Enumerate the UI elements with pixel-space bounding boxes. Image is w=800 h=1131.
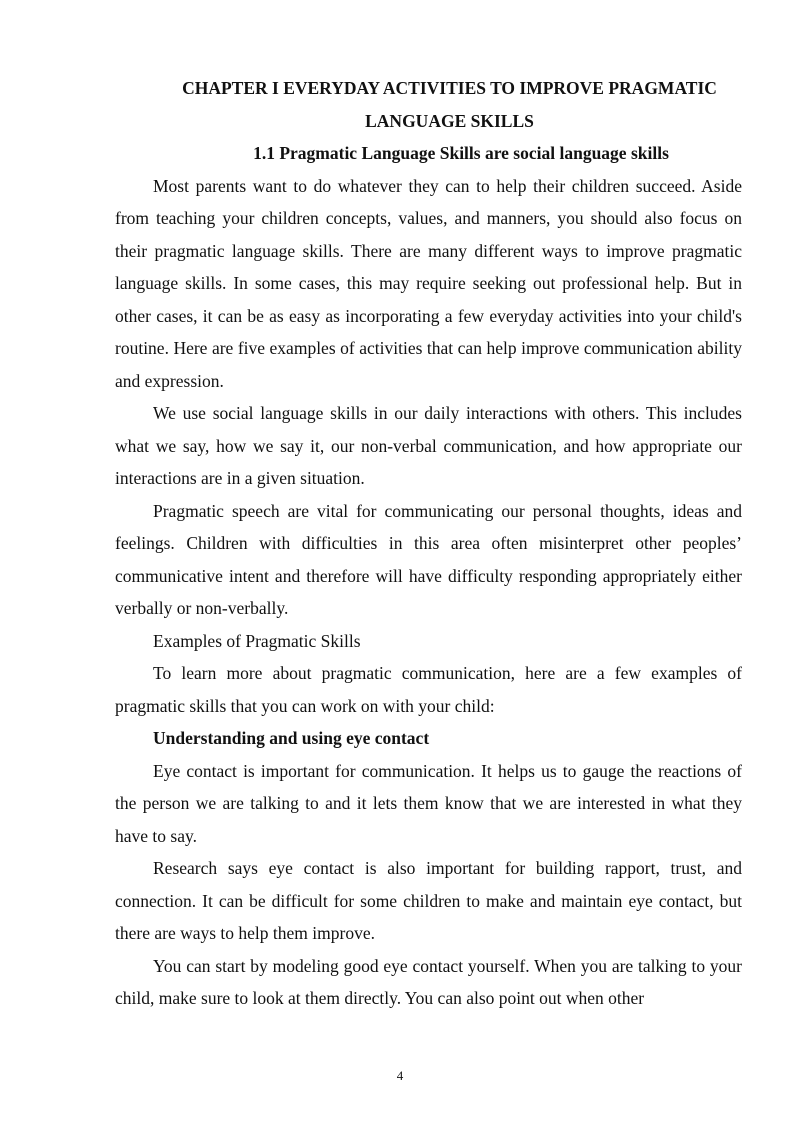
paragraph-examples-heading: Examples of Pragmatic Skills bbox=[153, 630, 361, 651]
paragraph-eye-contact: Eye contact is important for communication. It helps us to gauge the reactions of the person we are talking to and it lets them know that we are interested in what they have to say. bbox=[115, 760, 742, 846]
paragraph-learn-more: To learn more about pragmatic communication, here are a few examples of pragmatic skills that you can work on with your child: bbox=[115, 663, 742, 716]
chapter-title bbox=[157, 72, 742, 137]
subheading-eye-contact: Understanding and using eye contact bbox=[153, 728, 430, 748]
chapter-title-line-2: LANGUAGE SKILLS bbox=[365, 110, 534, 131]
paragraph-modeling: You can start by modeling good eye contact yourself. When you are talking to your child, make sure to look at them directly. You can also point out when other bbox=[115, 955, 742, 1008]
paragraph-pragmatic-speech: Pragmatic speech are vital for communicating our personal thoughts, ideas and feelings. Children with difficulties in this area often misinterpret other peoples’ communicative intent and therefore will have difficulty responding appropriately either verbally or non-verbally. bbox=[115, 500, 742, 618]
paragraph-research: Research says eye contact is also important for building rapport, trust, and connection. It can be difficult for some children to make and maintain eye contact, but there are ways to help them improve. bbox=[115, 858, 742, 943]
chapter-title-line-1: CHAPTER I EVERYDAY ACTIVITIES TO IMPROVE PRAGMATIC bbox=[182, 78, 717, 98]
section-title: 1.1 Pragmatic Language Skills are social language skills bbox=[253, 143, 669, 163]
paragraph-intro: Most parents want to do whatever they can to help their children succeed. Aside from teaching your children concepts, values, and manners, you should also focus on their pragmatic language skills. There are many different ways to improve pragmatic language skills. In some cases, this may require seeking out professional help. But in other cases, it can be as easy as incorporating a few everyday activities into your child's routine. Here are five examples of activities that can help improve communication ability and expression. bbox=[115, 175, 742, 391]
document-page bbox=[115, 72, 742, 1015]
paragraph-social-skills: We use social language skills in our daily interactions with others. This includes what we say, how we say it, our non-verbal communication, and how appropriate our interactions are in a given situation. bbox=[115, 403, 742, 488]
page-number: 4 bbox=[396, 1068, 404, 1083]
